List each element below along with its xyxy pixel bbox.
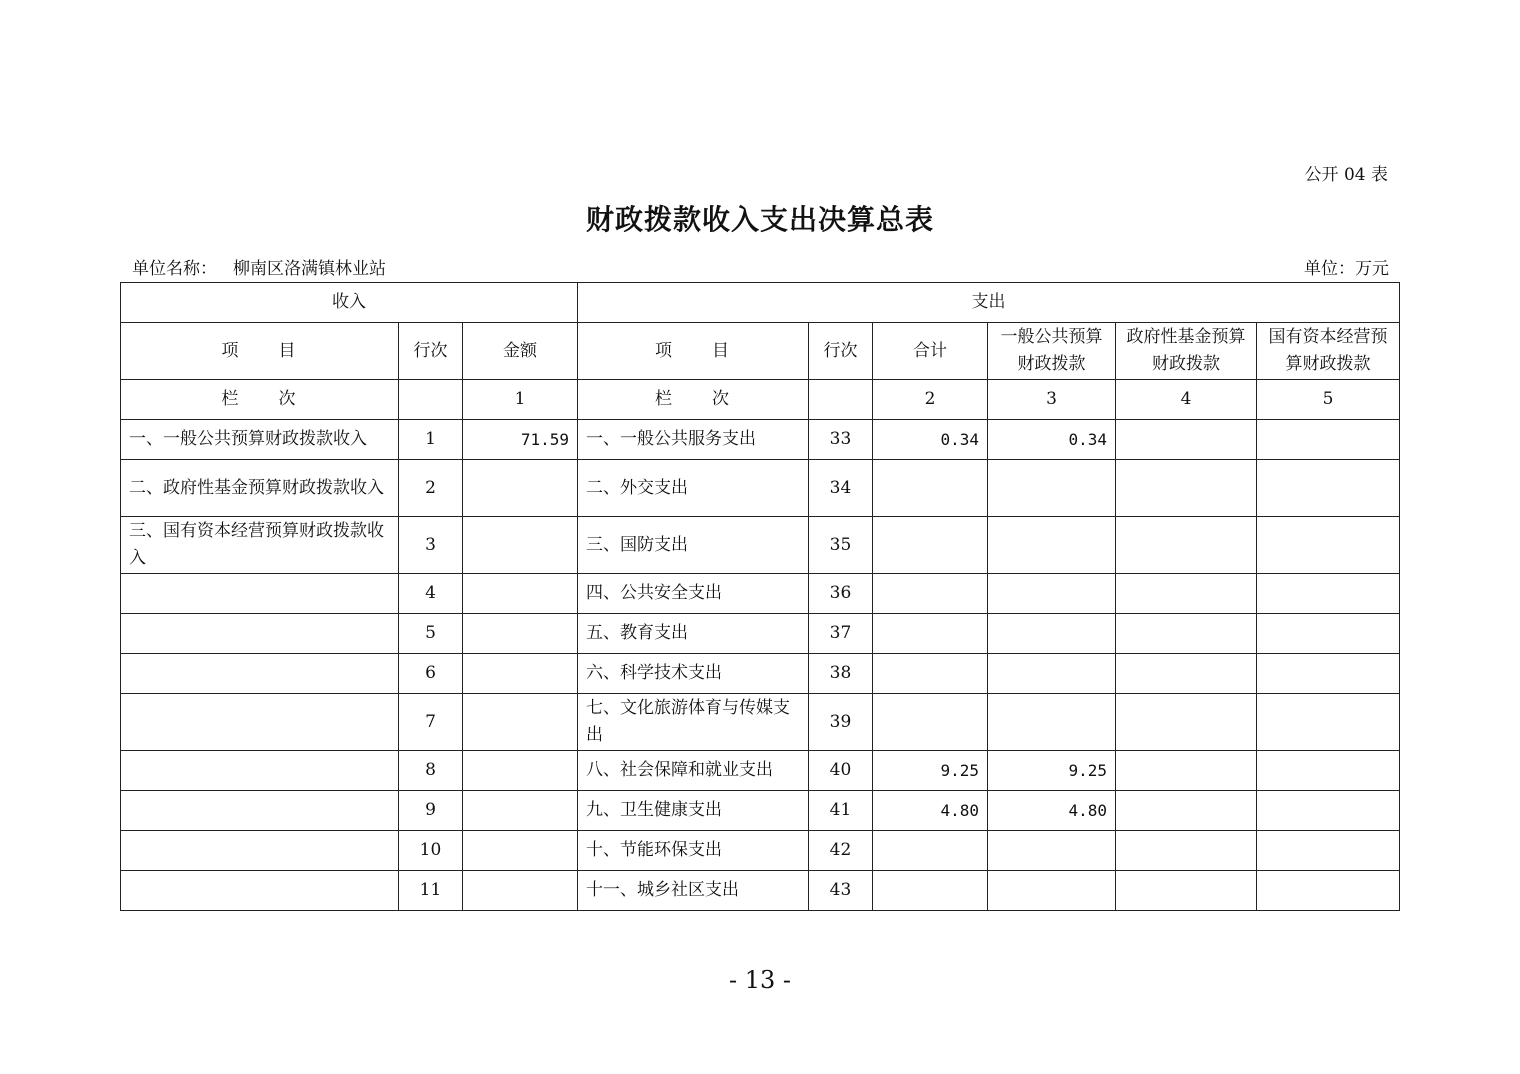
state-capital-cell xyxy=(1257,517,1400,574)
income-item-cell: 二、政府性基金预算财政拨款收入 xyxy=(121,460,399,517)
income-amount-cell xyxy=(463,791,578,831)
state-capital-cell xyxy=(1257,791,1400,831)
total-cell xyxy=(873,654,988,694)
expense-item-cell: 十一、城乡社区支出 xyxy=(578,871,809,911)
expense-item-cell: 八、社会保障和就业支出 xyxy=(578,751,809,791)
expense-row-no-cell: 42 xyxy=(809,831,873,871)
general-budget-cell xyxy=(988,614,1116,654)
state-capital-cell xyxy=(1257,694,1400,751)
state-capital-cell xyxy=(1257,871,1400,911)
income-amount-cell xyxy=(463,694,578,751)
unit-name-group xyxy=(132,254,386,279)
expense-row-no-cell: 43 xyxy=(809,871,873,911)
income-amount-cell xyxy=(463,517,578,574)
income-amount-cell xyxy=(463,574,578,614)
state-capital-cell xyxy=(1257,574,1400,614)
expense-row-no-cell: 38 xyxy=(809,654,873,694)
expense-item-cell: 四、公共安全支出 xyxy=(578,574,809,614)
income-item-cell xyxy=(121,614,399,654)
expense-column-no-label: 栏 次 xyxy=(578,380,809,420)
table-row xyxy=(121,871,1400,911)
page-number: - 13 - xyxy=(728,966,791,994)
expense-item-cell: 十、节能环保支出 xyxy=(578,831,809,871)
column-no-3: 3 xyxy=(988,380,1116,420)
header-row-columns xyxy=(121,323,1400,380)
general-budget-header: 一般公共预算财政拨款 xyxy=(988,323,1116,380)
total-cell xyxy=(873,460,988,517)
table-row xyxy=(121,614,1400,654)
state-capital-cell xyxy=(1257,831,1400,871)
income-row-no-cell: 7 xyxy=(399,694,463,751)
header-row-section xyxy=(121,283,1400,323)
table-row xyxy=(121,791,1400,831)
income-item-cell xyxy=(121,574,399,614)
unit-of-measure: 单位：万元 xyxy=(1304,259,1389,279)
form-code: 公开 04 表 xyxy=(1304,165,1388,185)
income-row-no-cell: 11 xyxy=(399,871,463,911)
income-amount-cell xyxy=(463,871,578,911)
income-item-header: 项 目 xyxy=(121,323,399,380)
income-amount-cell xyxy=(463,460,578,517)
fund-budget-cell xyxy=(1116,614,1257,654)
fund-budget-cell xyxy=(1116,460,1257,517)
table-row xyxy=(121,420,1400,460)
table-row xyxy=(121,694,1400,751)
fund-budget-cell xyxy=(1116,517,1257,574)
unit-info-row xyxy=(132,254,1389,279)
column-no-blank xyxy=(399,380,463,420)
general-budget-cell: 4.80 xyxy=(988,791,1116,831)
total-cell: 9.25 xyxy=(873,751,988,791)
expense-row-no-cell: 41 xyxy=(809,791,873,831)
total-cell xyxy=(873,517,988,574)
income-row-no-cell: 5 xyxy=(399,614,463,654)
column-number-row xyxy=(121,380,1400,420)
state-capital-cell xyxy=(1257,654,1400,694)
income-item-cell xyxy=(121,791,399,831)
state-capital-cell xyxy=(1257,420,1400,460)
income-header: 收入 xyxy=(121,283,578,323)
income-row-no-cell: 8 xyxy=(399,751,463,791)
expense-row-no-cell: 34 xyxy=(809,460,873,517)
income-item-cell xyxy=(121,871,399,911)
income-amount-cell: 71.59 xyxy=(463,420,578,460)
column-no-1: 1 xyxy=(463,380,578,420)
income-row-no-cell: 2 xyxy=(399,460,463,517)
general-budget-cell xyxy=(988,460,1116,517)
general-budget-cell: 9.25 xyxy=(988,751,1116,791)
expense-row-no-cell: 33 xyxy=(809,420,873,460)
fund-budget-cell xyxy=(1116,420,1257,460)
expense-row-no-cell: 39 xyxy=(809,694,873,751)
expense-item-header: 项 目 xyxy=(578,323,809,380)
table-row xyxy=(121,751,1400,791)
total-header: 合计 xyxy=(873,323,988,380)
fund-budget-cell xyxy=(1116,871,1257,911)
income-row-no-cell: 1 xyxy=(399,420,463,460)
table-row xyxy=(121,517,1400,574)
general-budget-cell xyxy=(988,654,1116,694)
income-item-cell: 一、一般公共预算财政拨款收入 xyxy=(121,420,399,460)
fund-budget-cell xyxy=(1116,751,1257,791)
column-no-4: 4 xyxy=(1116,380,1257,420)
table-row xyxy=(121,654,1400,694)
expense-row-no-cell: 36 xyxy=(809,574,873,614)
column-no-2: 2 xyxy=(873,380,988,420)
income-amount-cell xyxy=(463,654,578,694)
income-item-cell xyxy=(121,654,399,694)
total-cell xyxy=(873,694,988,751)
general-budget-cell xyxy=(988,694,1116,751)
income-row-no-cell: 4 xyxy=(399,574,463,614)
total-cell xyxy=(873,871,988,911)
expense-item-cell: 二、外交支出 xyxy=(578,460,809,517)
state-capital-cell xyxy=(1257,614,1400,654)
state-capital-header: 国有资本经营预算财政拨款 xyxy=(1257,323,1400,380)
total-cell xyxy=(873,831,988,871)
general-budget-cell xyxy=(988,871,1116,911)
table-row xyxy=(121,574,1400,614)
general-budget-cell xyxy=(988,574,1116,614)
expense-header: 支出 xyxy=(578,283,1400,323)
expense-item-cell: 七、文化旅游体育与传媒支出 xyxy=(578,694,809,751)
unit-name: 柳南区洛满镇林业站 xyxy=(233,259,386,279)
column-no-5: 5 xyxy=(1257,380,1400,420)
income-column-no-label: 栏 次 xyxy=(121,380,399,420)
income-item-cell xyxy=(121,831,399,871)
general-budget-cell xyxy=(988,517,1116,574)
income-amount-header: 金额 xyxy=(463,323,578,380)
income-row-no-cell: 10 xyxy=(399,831,463,871)
expense-row-no-cell: 40 xyxy=(809,751,873,791)
income-row-no-header: 行次 xyxy=(399,323,463,380)
appropriation-table xyxy=(120,282,1400,911)
expense-row-no-header: 行次 xyxy=(809,323,873,380)
expense-item-cell: 五、教育支出 xyxy=(578,614,809,654)
fund-budget-cell xyxy=(1116,574,1257,614)
expense-row-no-cell: 35 xyxy=(809,517,873,574)
expense-item-cell: 九、卫生健康支出 xyxy=(578,791,809,831)
expense-row-no-cell: 37 xyxy=(809,614,873,654)
unit-name-label: 单位名称： xyxy=(132,259,217,279)
total-cell xyxy=(873,574,988,614)
income-amount-cell xyxy=(463,614,578,654)
state-capital-cell xyxy=(1257,460,1400,517)
fund-budget-cell xyxy=(1116,791,1257,831)
income-item-cell: 三、国有资本经营预算财政拨款收入 xyxy=(121,517,399,574)
table-row xyxy=(121,460,1400,517)
income-item-cell xyxy=(121,694,399,751)
total-cell: 4.80 xyxy=(873,791,988,831)
expense-item-cell: 一、一般公共服务支出 xyxy=(578,420,809,460)
total-cell xyxy=(873,614,988,654)
income-row-no-cell: 9 xyxy=(399,791,463,831)
income-row-no-cell: 6 xyxy=(399,654,463,694)
income-item-cell xyxy=(121,751,399,791)
table-row xyxy=(121,831,1400,871)
total-cell: 0.34 xyxy=(873,420,988,460)
fund-budget-header: 政府性基金预算财政拨款 xyxy=(1116,323,1257,380)
expense-item-cell: 三、国防支出 xyxy=(578,517,809,574)
income-row-no-cell: 3 xyxy=(399,517,463,574)
income-amount-cell xyxy=(463,831,578,871)
fund-budget-cell xyxy=(1116,654,1257,694)
fund-budget-cell xyxy=(1116,694,1257,751)
general-budget-cell xyxy=(988,831,1116,871)
column-no-blank xyxy=(809,380,873,420)
general-budget-cell: 0.34 xyxy=(988,420,1116,460)
page-title: 财政拨款收入支出决算总表 xyxy=(585,203,934,236)
state-capital-cell xyxy=(1257,751,1400,791)
fund-budget-cell xyxy=(1116,831,1257,871)
income-amount-cell xyxy=(463,751,578,791)
expense-item-cell: 六、科学技术支出 xyxy=(578,654,809,694)
